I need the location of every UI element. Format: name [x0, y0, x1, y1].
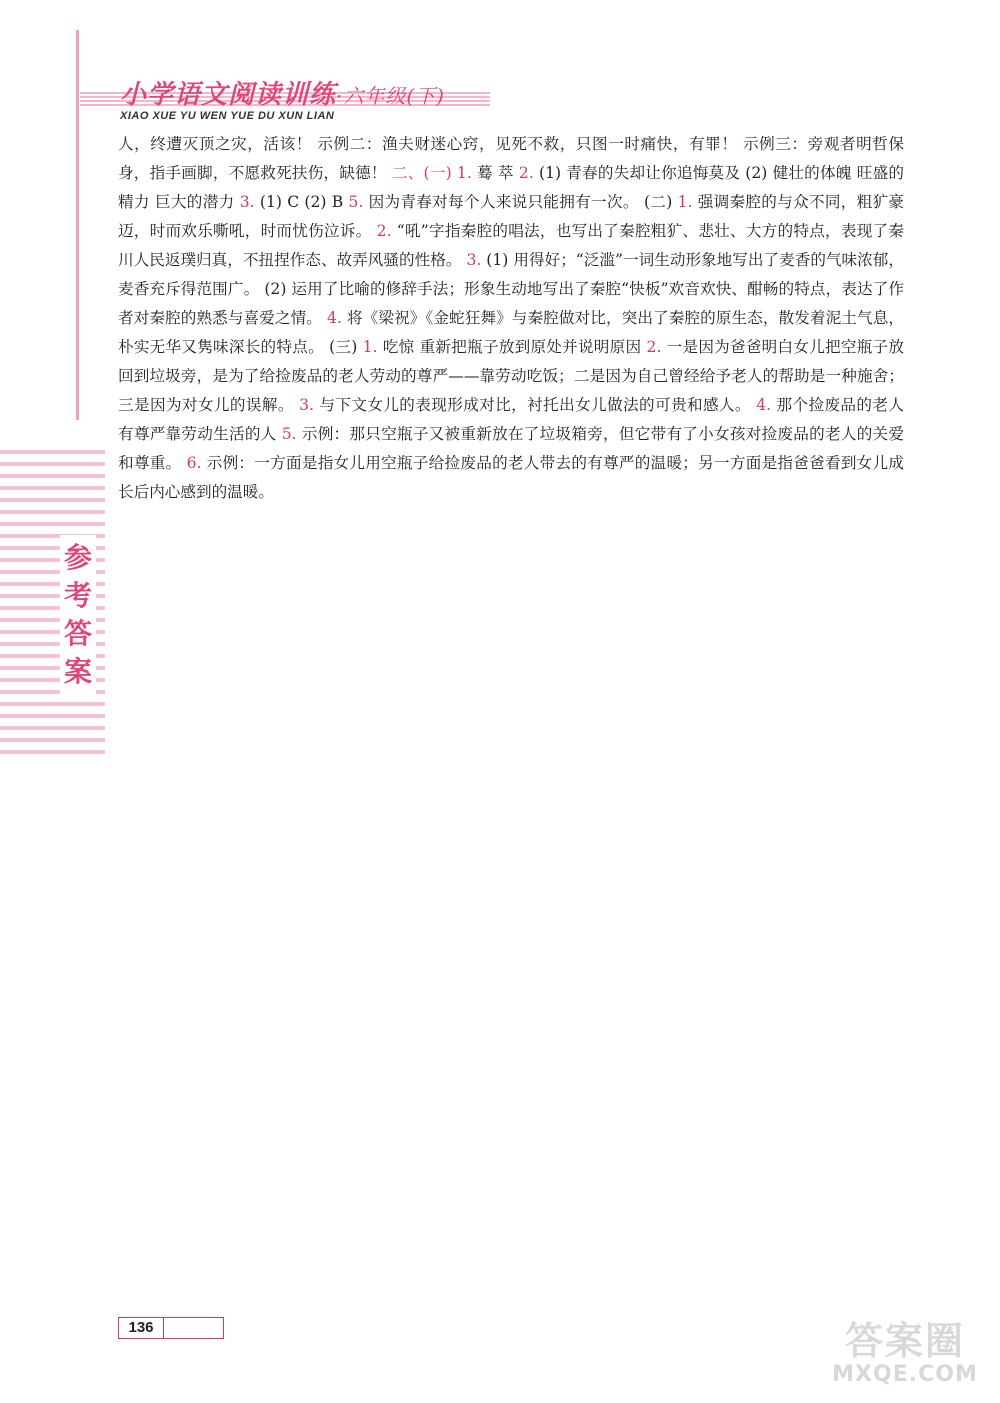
answer-segment: 因为青春对每个人来说只能拥有一次。 (二): [363, 193, 678, 211]
side-label-char: 考: [63, 579, 92, 612]
answer-number: 2.: [518, 164, 534, 182]
answer-number: 3.: [299, 396, 315, 414]
answer-number: 4.: [327, 309, 342, 327]
margin-rule: [76, 30, 79, 420]
answer-segment: (1) C (2) B: [254, 193, 349, 211]
side-label-answers: [60, 535, 96, 695]
answer-segment: 与下文女儿的表现形成对比，衬托出女儿做法的可贵和感人。: [314, 396, 757, 414]
watermark: [820, 1320, 990, 1390]
answer-segment: 将《梁祝》《金蛇狂舞》与秦腔做对比，突出了秦腔的原生态，散发着泥土气息，朴实无华又隽味深长的特点。 (三): [118, 309, 904, 356]
answer-number: 4.: [756, 396, 772, 414]
answer-number: 二、(一) 1.: [391, 164, 472, 182]
side-label-char: 案: [63, 655, 92, 688]
answer-segment: 人，终遭灭顶之灾，活该！ 示例二：渔夫财迷心窍，见死不救，只图一时痛快，有罪！ 示例三：旁观者明哲保身，指手画脚，不愿救死扶伤，缺德！: [118, 135, 904, 182]
answer-number: 1.: [362, 338, 378, 356]
side-label-char: 答: [63, 617, 92, 650]
page-header: [0, 70, 1000, 122]
answer-number: 3.: [239, 193, 255, 211]
answer-number: 5.: [348, 193, 364, 211]
answer-segment: 一是因为爸爸明白女儿把空瓶子放回到垃圾旁，是为了给捡废品的老人劳动的尊严——靠劳动吃饭；二是因为自己曾经给予老人的帮助是一种施舍；三是因为对女儿的误解。: [118, 338, 904, 414]
book-title-pinyin: XIAO XUE YU WEN YUE DU XUN LIAN: [120, 110, 335, 122]
answer-number: 2.: [376, 222, 392, 240]
answer-segment: 蓦 萃: [471, 164, 519, 182]
watermark-line1: 答案圈: [844, 1319, 965, 1363]
answer-segment: (1) 青春的失却让你追悔莫及 (2) 健壮的体魄 旺盛的精力 巨大的潜力: [118, 164, 904, 211]
answer-number: 6.: [186, 454, 202, 472]
answer-number: 5.: [281, 425, 297, 443]
answer-number: 1.: [677, 193, 693, 211]
side-label-char: 参: [63, 541, 92, 574]
book-grade: ·六年级(下): [336, 84, 445, 108]
book-title-text: 小学语文阅读训练: [120, 80, 337, 110]
watermark-line2: MXQE.COM: [832, 1362, 978, 1387]
answer-segment: (1) 用得好；“泛滥”一词生动形象地写出了麦香的气味浓郁，麦香充斥得范围广。 (2) 运用了比喻的修辞手法；形象生动地写出了秦腔“快板”欢音欢快、酣畅的特点，表达了作者对秦腔的熟悉与喜爱之情。: [118, 251, 904, 327]
book-title: [120, 74, 445, 111]
answer-segment: 示例：那只空瓶子又被重新放在了垃圾箱旁，但它带有了小女孩对捡废品的老人的关爱和尊重。: [118, 425, 904, 472]
answer-segment: 那个捡废品的老人 有尊严靠劳动生活的人: [118, 396, 904, 443]
answer-segment: 吃惊 重新把瓶子放到原处并说明原因: [377, 338, 647, 356]
answer-segment: 示例：一方面是指女儿用空瓶子给捡废品的老人带去的有尊严的温暖；另一方面是指爸爸看到女儿成长后内心感到的温暖。: [118, 454, 904, 501]
answer-segment: “吼”字指秦腔的唱法，也写出了秦腔粗犷、悲壮、大方的特点，表现了秦川人民返璞归真，不扭捏作态、故弄风骚的性格。: [118, 222, 904, 269]
answer-segment: 强调秦腔的与众不同，粗犷豪迈，时而欢乐嘶吼，时而忧伤泣诉。: [118, 193, 904, 240]
answer-text: [118, 130, 904, 507]
answer-number: 3.: [466, 251, 482, 269]
page-number: 136: [119, 1318, 164, 1338]
page-number-box: [118, 1317, 224, 1339]
answer-number: 2.: [646, 338, 662, 356]
